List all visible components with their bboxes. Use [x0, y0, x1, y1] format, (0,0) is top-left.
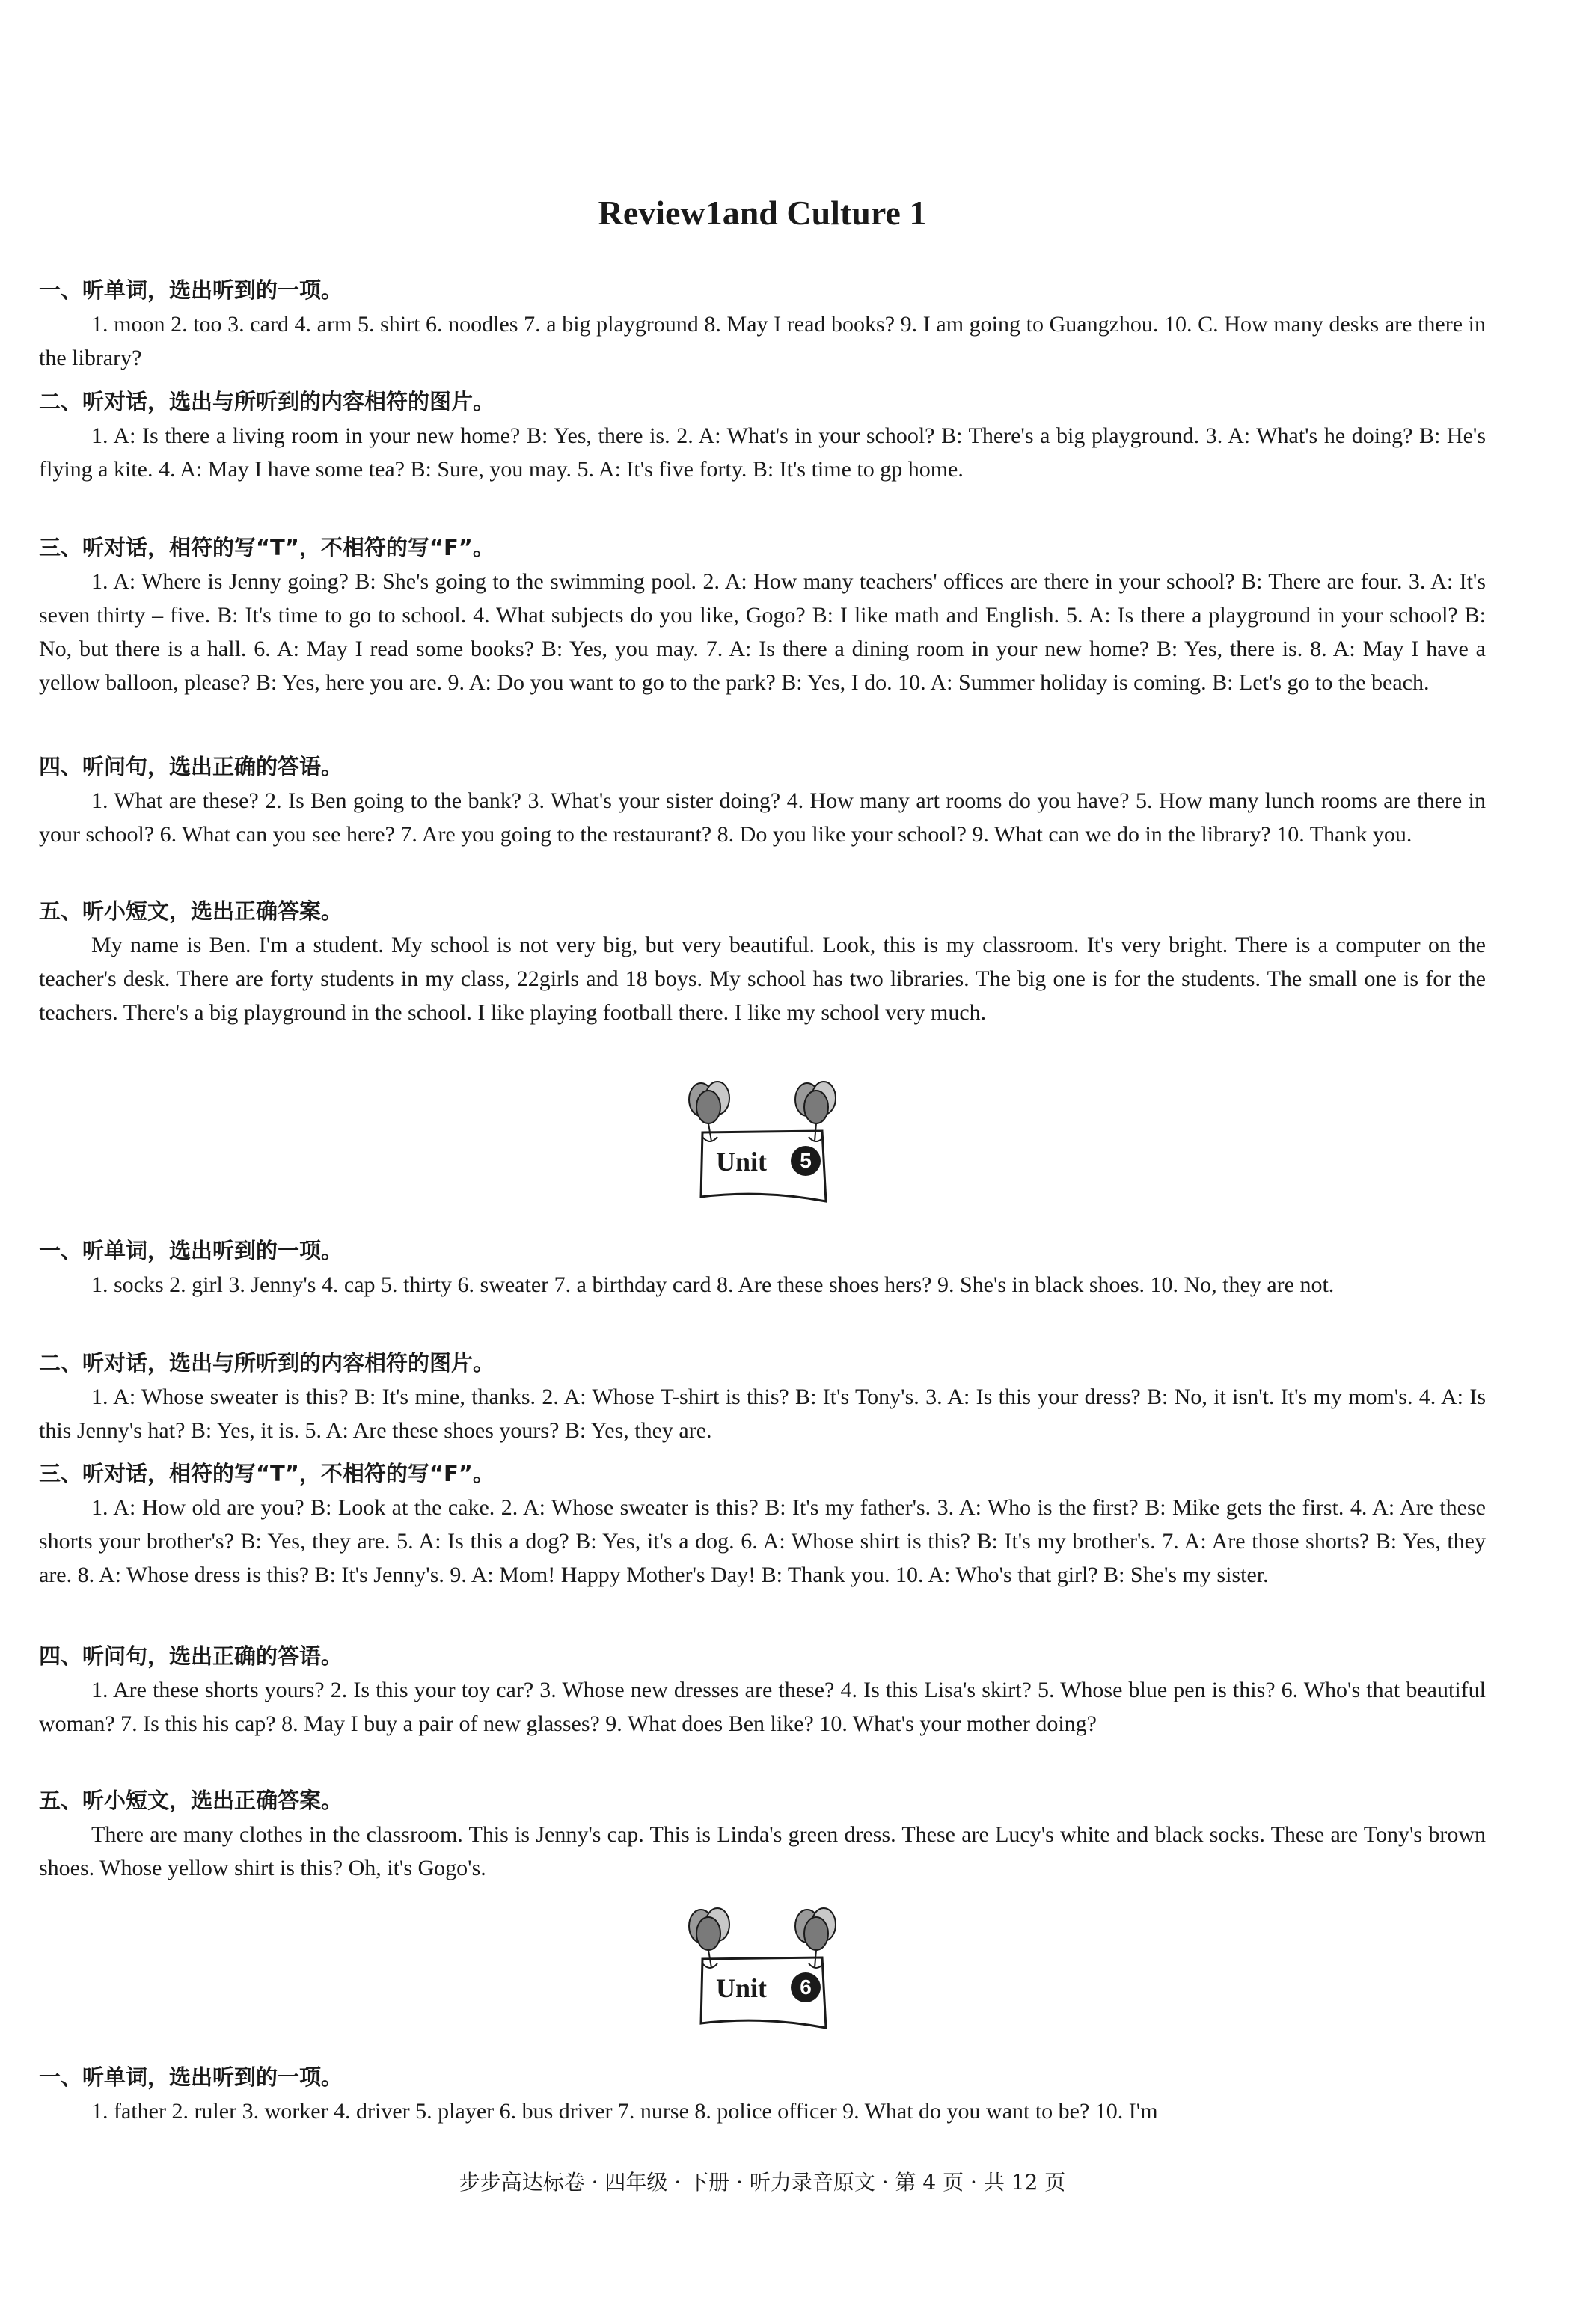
section-heading: 二、听对话，选出与所听到的内容相符的图片。 — [39, 1350, 495, 1376]
section-heading: 五、听小短文，选出正确答案。 — [39, 898, 343, 924]
section-heading: 三、听对话，相符的写“T”，不相符的写“F”。 — [39, 1461, 495, 1486]
section-heading: 二、听对话，选出与所听到的内容相符的图片。 — [39, 389, 495, 414]
section-text: There are many clothes in the classroom. This is Jenny's cap. This is Linda's green dress. These are Lucy's white and black socks. These are Tony's brown shoes. Whose yellow shirt is this? Oh, it's Gogo's. — [39, 1822, 1486, 1880]
unit-label: Unit — [716, 1147, 768, 1177]
unit5-section-3 — [39, 1457, 1486, 1592]
review-section-4 — [39, 750, 1486, 851]
review-section-1 — [39, 274, 1486, 375]
balloon-banner-icon — [673, 1904, 852, 2038]
unit-number: 5 — [791, 1146, 821, 1176]
unit5-section-1 — [39, 1234, 1486, 1301]
section-text: 1. Are these shorts yours? 2. Is this your toy car? 3. Whose new dresses are these? 4. Is this Lisa's skirt? 5. Whose blue pen is this? 6. Who's that beautiful woman? 7. Is this his cap? 8. May I buy a pair of new glasses? 9. What does Ben like? 10. What's your mother doing? — [39, 1678, 1486, 1736]
section-text: 1. socks 2. girl 3. Jenny's 4. cap 5. thirty 6. sweater 7. a birthday card 8. Are these shoes hers? 9. She's in black shoes. 10. No, they are not. — [91, 1272, 1335, 1297]
balloon-banner-icon — [673, 1077, 852, 1212]
unit-6-badge — [673, 1904, 852, 2038]
section-heading: 四、听问句，选出正确的答语。 — [39, 1643, 343, 1669]
section-text: 1. A: How old are you? B: Look at the cake. 2. A: Whose sweater is this? B: It's my father's. 3. A: Who is the first? B: Mike gets the first. 4. A: Are these shorts your brother's? B: Yes, they are. 5. A: Is this a dog? B: Yes, it's a dog. 6. A: Whose shirt is this? B: It's my brother's. 7. A: Are those shorts? B: Yes, they are. 8. A: Whose dress is this? B: It's Jenny's. 9. A: Mom! Happy Mother's Day! B: Thank you. 10. A: Who's that girl? B: She's my sister. — [39, 1495, 1486, 1587]
page-footer: 步步高达标卷 · 四年级 · 下册 · 听力录音原文 · 第 4 页 · 共 12 页 — [459, 2170, 1066, 2195]
page-title: Review1and Culture 1 — [598, 194, 927, 232]
unit5-section-4 — [39, 1640, 1486, 1741]
unit-number: 6 — [791, 1972, 821, 2002]
section-text: 1. What are these? 2. Is Ben going to the bank? 3. What's your sister doing? 4. How many art rooms do you have? 5. How many lunch rooms are there in your school? 6. What can you see here? 7. Are you going to the restaurant? 8. Do you like your school? 9. What can we do in the library? 10. Thank you. — [39, 788, 1486, 847]
review-section-3 — [39, 531, 1486, 699]
unit5-section-5 — [39, 1784, 1486, 1885]
section-text: 1. A: Is there a living room in your new home? B: Yes, there is. 2. A: What's in your school? B: There's a big playground. 3. A: What's he doing? B: He's flying a kite. 4. A: May I have some tea? B: Sure, you may. 5. A: It's five forty. B: It's time to gp home. — [39, 423, 1486, 482]
section-text: 1. father 2. ruler 3. worker 4. driver 5. player 6. bus driver 7. nurse 8. police officer 9. What do you want to be? 10. I'm — [91, 2099, 1158, 2124]
section-heading: 一、听单词，选出听到的一项。 — [39, 2064, 343, 2090]
section-heading: 五、听小短文，选出正确答案。 — [39, 1788, 343, 1813]
section-heading: 一、听单词，选出听到的一项。 — [39, 1238, 343, 1263]
section-heading: 三、听对话，相符的写“T”，不相符的写“F”。 — [39, 535, 495, 560]
section-text: 1. A: Where is Jenny going? B: She's going to the swimming pool. 2. A: How many teachers' offices are there in your school? B: There are four. 3. A: It's seven thirty – five. B: It's time to go to school. 4. What subjects do you like, Gogo? B: I like math and English. 5. A: Is there a playground in your school? B: No, but there is a hall. 6. A: May I read some books? B: Yes, you may. 7. A: Is there a dining room in your new home? B: Yes, there is. 8. A: May I have a yellow balloon, please? B: Yes, here you are. 9. A: Do you want to go to the park? B: Yes, I do. 10. A: Summer holiday is coming. B: Let's go to the beach. — [39, 569, 1486, 695]
review-section-2 — [39, 385, 1486, 486]
section-heading: 一、听单词，选出听到的一项。 — [39, 278, 343, 303]
review-section-5 — [39, 895, 1486, 1029]
unit5-section-2 — [39, 1346, 1486, 1447]
section-heading: 四、听问句，选出正确的答语。 — [39, 754, 343, 779]
section-text: 1. moon 2. too 3. card 4. arm 5. shirt 6. noodles 7. a big playground 8. May I read books? 9. I am going to Guangzhou. 10. C. How many desks are there in the library? — [39, 312, 1486, 370]
unit-5-badge — [673, 1077, 852, 1212]
unit-label: Unit — [716, 1973, 768, 2003]
unit6-section-1 — [39, 2061, 1486, 2128]
section-text: My name is Ben. I'm a student. My school is not very big, but very beautiful. Look, this is my classroom. It's very bright. There is a computer on the teacher's desk. There are forty students in my class, 22girls and 18 boys. My school has two libraries. The big one is for the students. The small one is for the teachers. There's a big playground in the school. I like playing football there. I like my school very much. — [39, 933, 1486, 1025]
section-text: 1. A: Whose sweater is this? B: It's mine, thanks. 2. A: Whose T-shirt is this? B: It's Tony's. 3. A: Is this your dress? B: No, it isn't. It's my mom's. 4. A: Is this Jenny's hat? B: Yes, it is. 5. A: Are these shoes yours? B: Yes, they are. — [39, 1385, 1486, 1443]
